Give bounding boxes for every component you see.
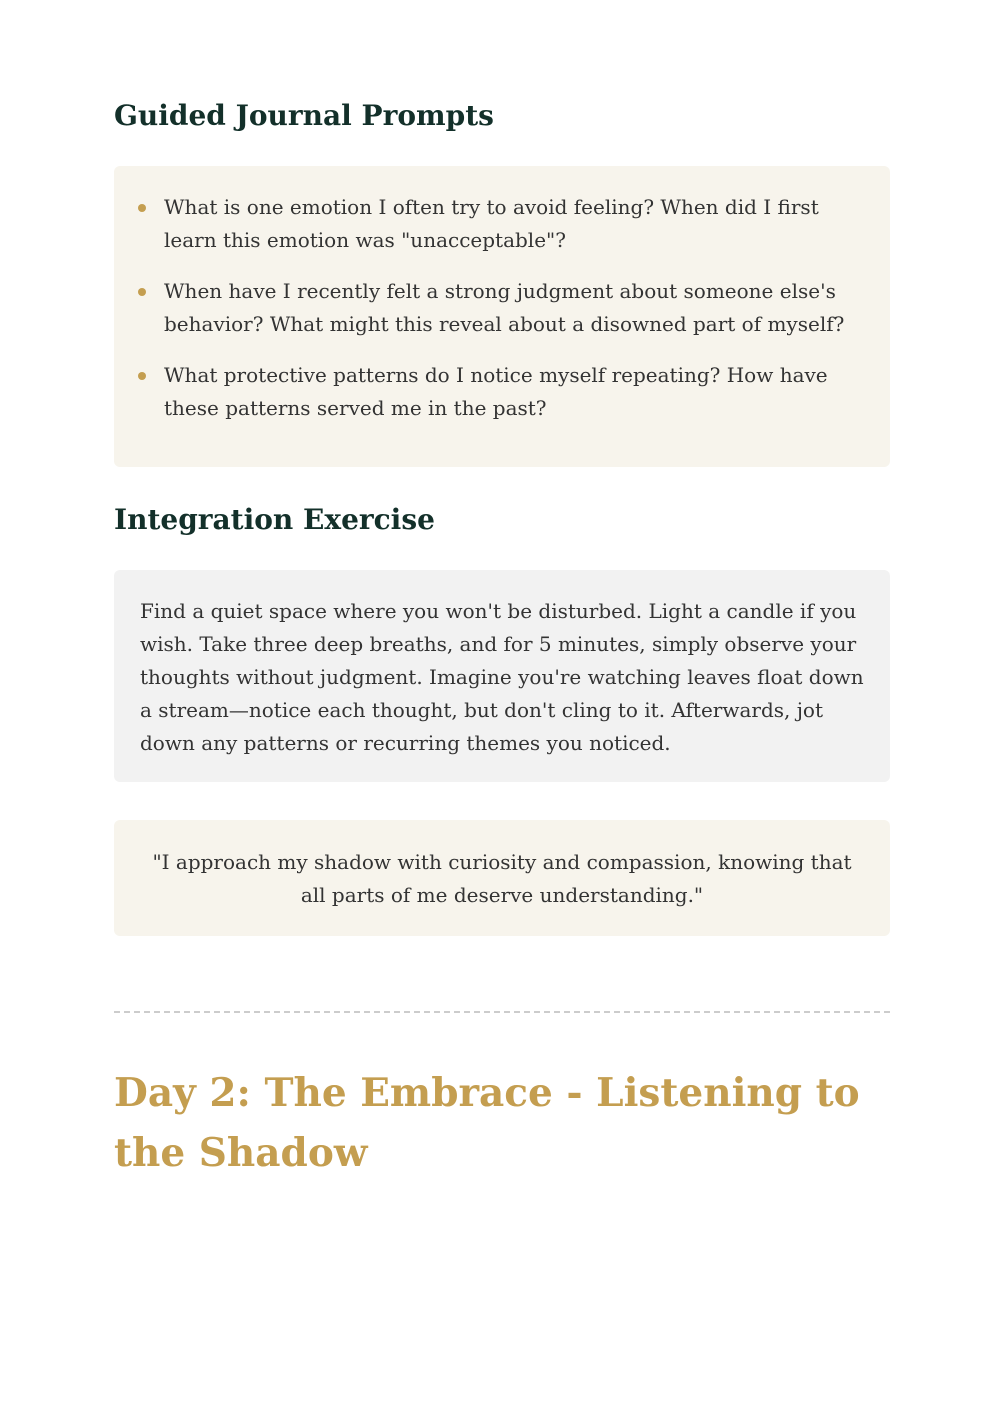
bullet-dot-icon	[138, 372, 146, 380]
integration-exercise-heading: Integration Exercise	[114, 503, 435, 536]
journal-prompt-item	[138, 275, 866, 341]
affirmation-text: "I approach my shadow with curiosity and compassion, knowing that all parts of me deserve understanding."	[152, 850, 852, 907]
bullet-dot-icon	[138, 288, 146, 296]
bullet-dot-icon	[138, 204, 146, 212]
journal-prompts-list	[138, 191, 866, 425]
journal-prompt-text: What protective patterns do I notice myself repeating? How have these patterns served me in the past?	[164, 363, 828, 420]
section-divider	[114, 1011, 890, 1013]
affirmation-box	[114, 820, 890, 936]
journal-prompt-text: What is one emotion I often try to avoid feeling? When did I first learn this emotion was "unacceptable"?	[164, 195, 819, 252]
journal-prompt-item	[138, 191, 866, 257]
day-title: Day 2: The Embrace - Listening to the Shadow	[114, 1070, 860, 1176]
journal-prompts-heading: Guided Journal Prompts	[114, 99, 494, 132]
journal-prompt-text: When have I recently felt a strong judgment about someone else's behavior? What might this reveal about a disowned part of myself?	[164, 279, 845, 336]
integration-exercise-text: Find a quiet space where you won't be disturbed. Light a candle if you wish. Take three deep breaths, and for 5 minutes, simply observe your thoughts without judgment. Imagine you're watching leaves float down a stream—notice each thought, but don't cling to it. Afterwards, jot down any patterns or recurring themes you noticed.	[140, 599, 864, 755]
journal-prompt-item	[138, 359, 866, 425]
integration-exercise-box	[114, 570, 890, 782]
journal-prompts-box	[114, 166, 890, 467]
